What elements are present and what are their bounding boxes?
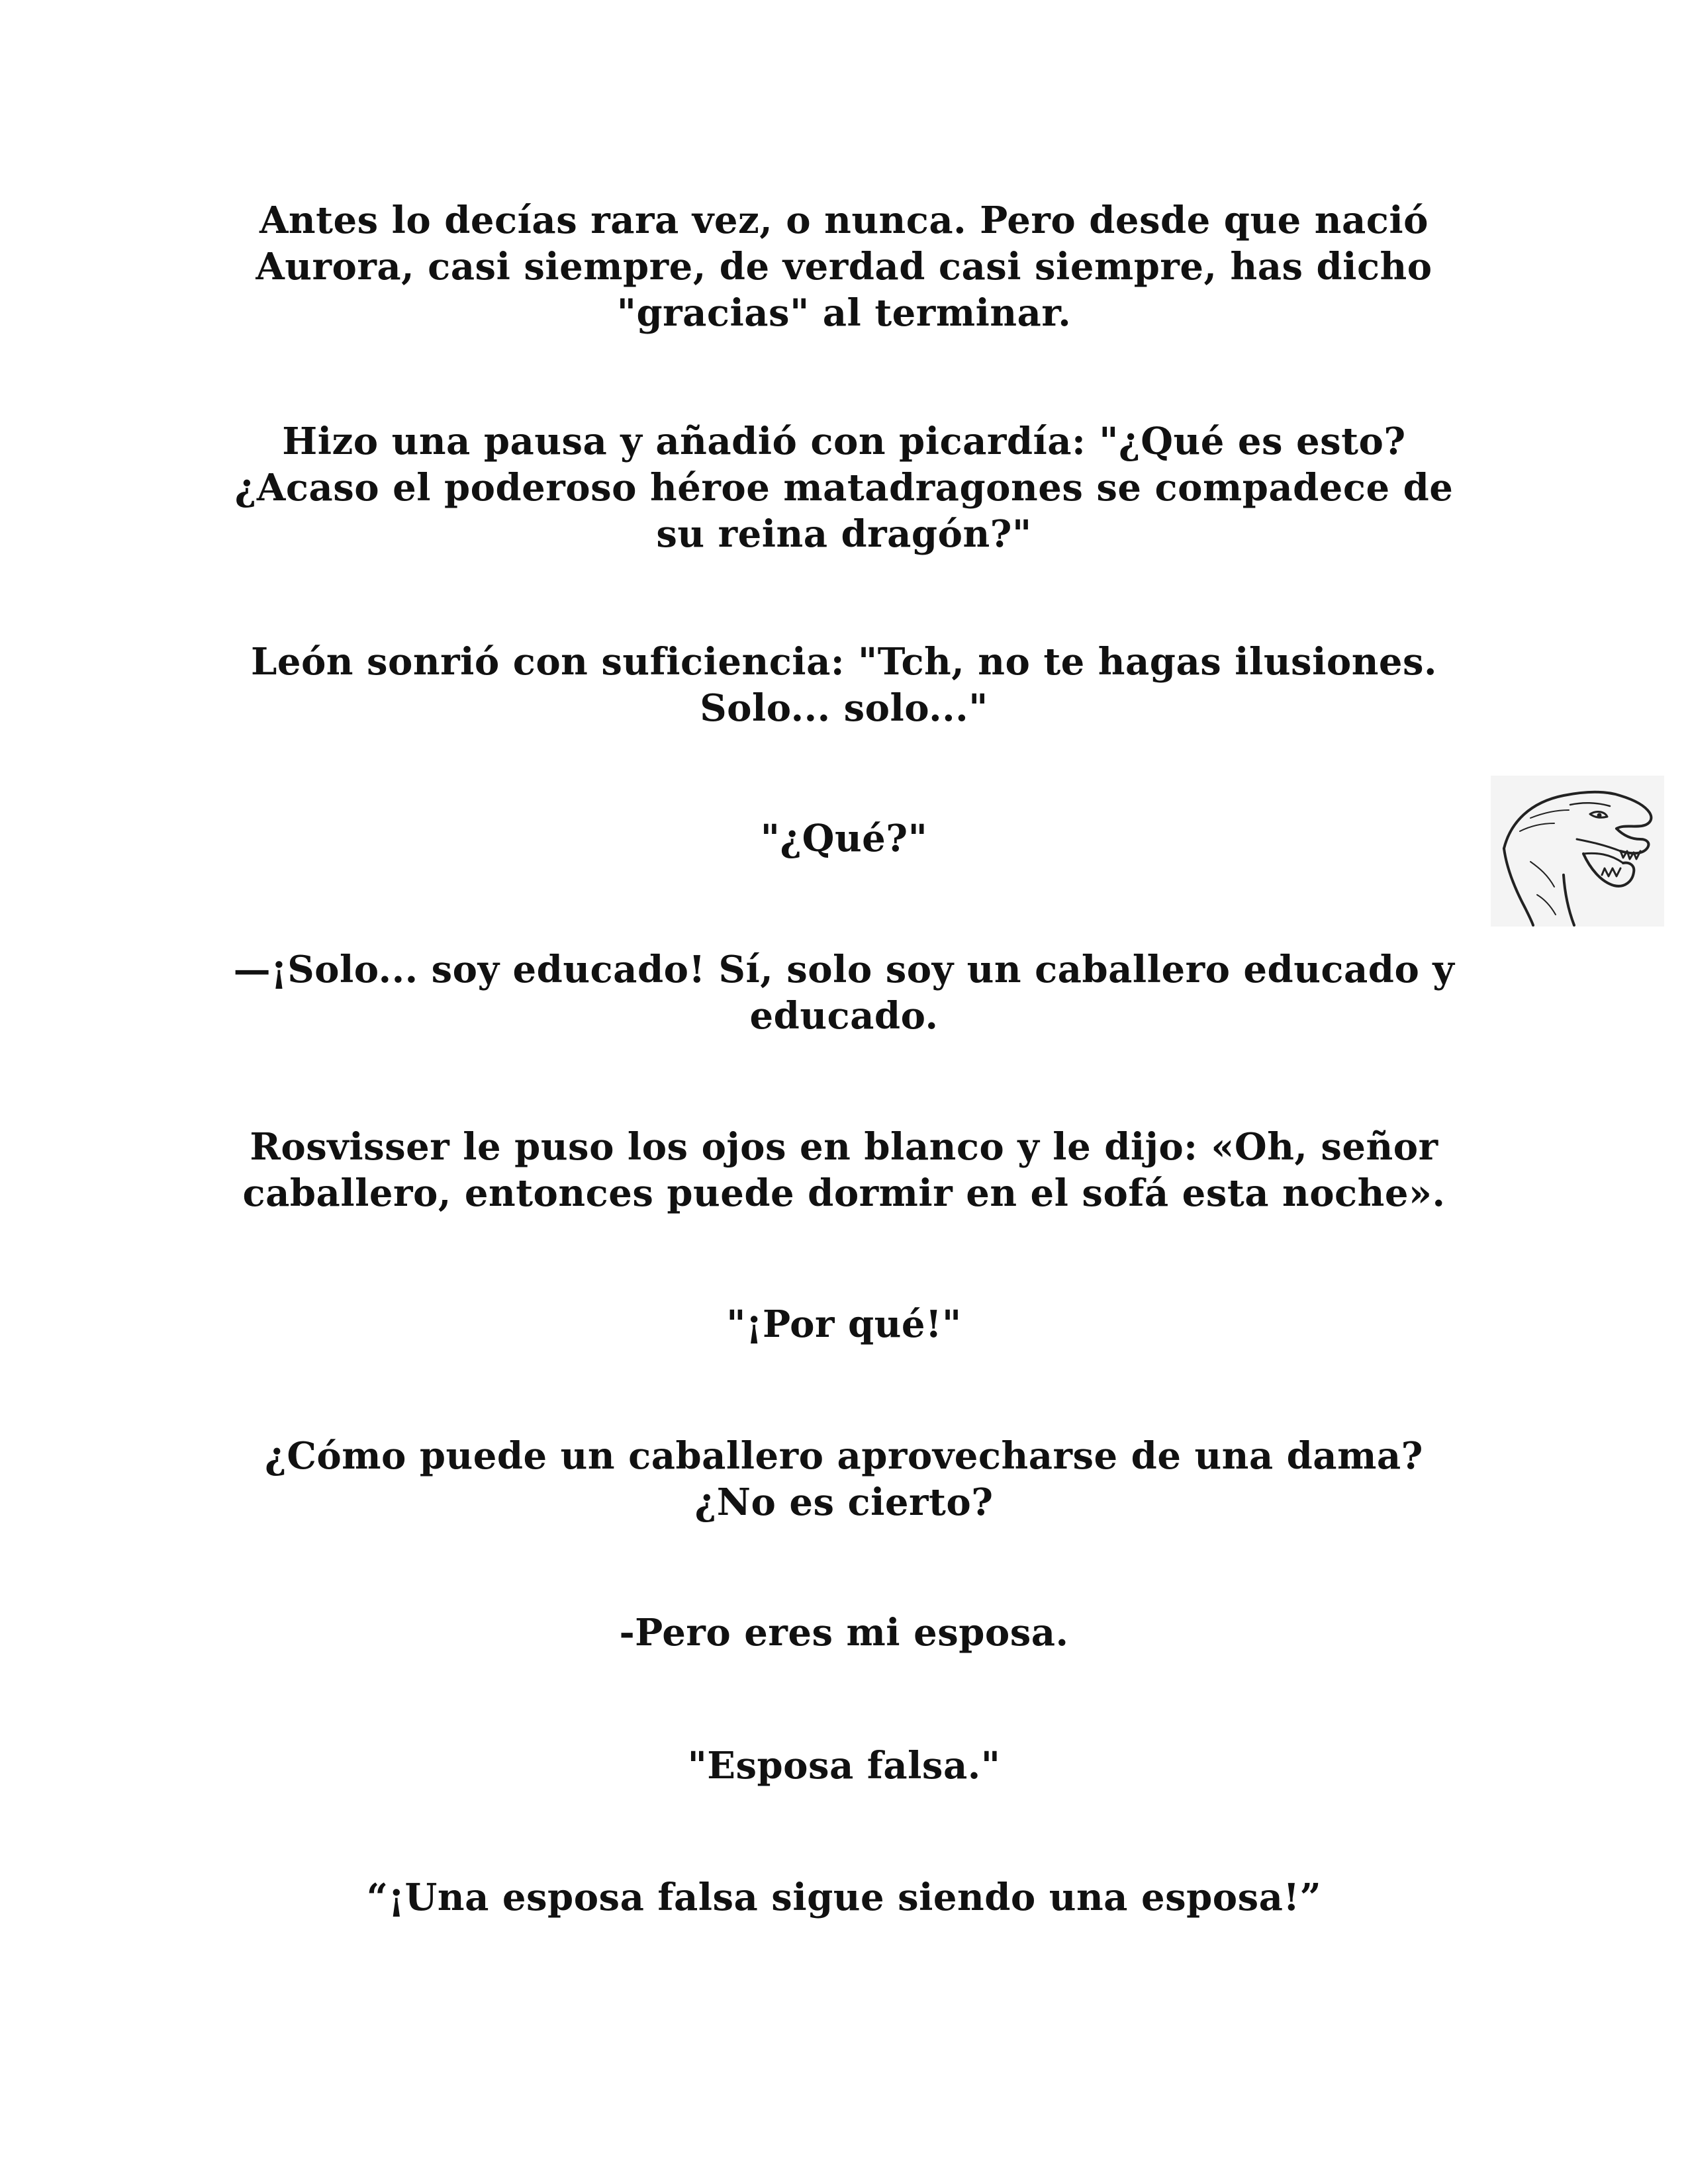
paragraph-11: “¡Una esposa falsa sigue siendo una esposa!”	[366, 1876, 1322, 1919]
dinosaur-sketch-icon	[1491, 776, 1664, 927]
paragraph-7: "¡Por qué!"	[726, 1302, 962, 1346]
paragraph-4: "¿Qué?"	[760, 817, 928, 860]
paragraph-6: Rosvisser le puso los ojos en blanco y le dijo: «Oh, señor caballero, entonces puede dormir en el sofá esta noche».	[242, 1125, 1446, 1215]
paragraph-10: "Esposa falsa."	[687, 1744, 1001, 1788]
paragraph-1: Antes lo decías rara vez, o nunca. Pero desde que nació Aurora, casi siempre, de verdad casi siempre, has dicho "gracias" al terminar.	[256, 199, 1432, 335]
paragraph-3: León sonrió con suficiencia: "Tch, no te hagas ilusiones. Solo... solo..."	[250, 640, 1438, 730]
paragraph-5: —¡Solo... soy educado! Sí, solo soy un caballero educado y educado.	[233, 948, 1455, 1038]
paragraph-8: ¿Cómo puede un caballero aprovecharse de una dama? ¿No es cierto?	[265, 1434, 1423, 1524]
paragraph-9: -Pero eres mi esposa.	[619, 1611, 1069, 1655]
paragraph-2: Hizo una pausa y añadió con picardía: "¿Qué es esto? ¿Acaso el poderoso héroe matadragones se compadece de su reina dragón?"	[234, 420, 1454, 556]
